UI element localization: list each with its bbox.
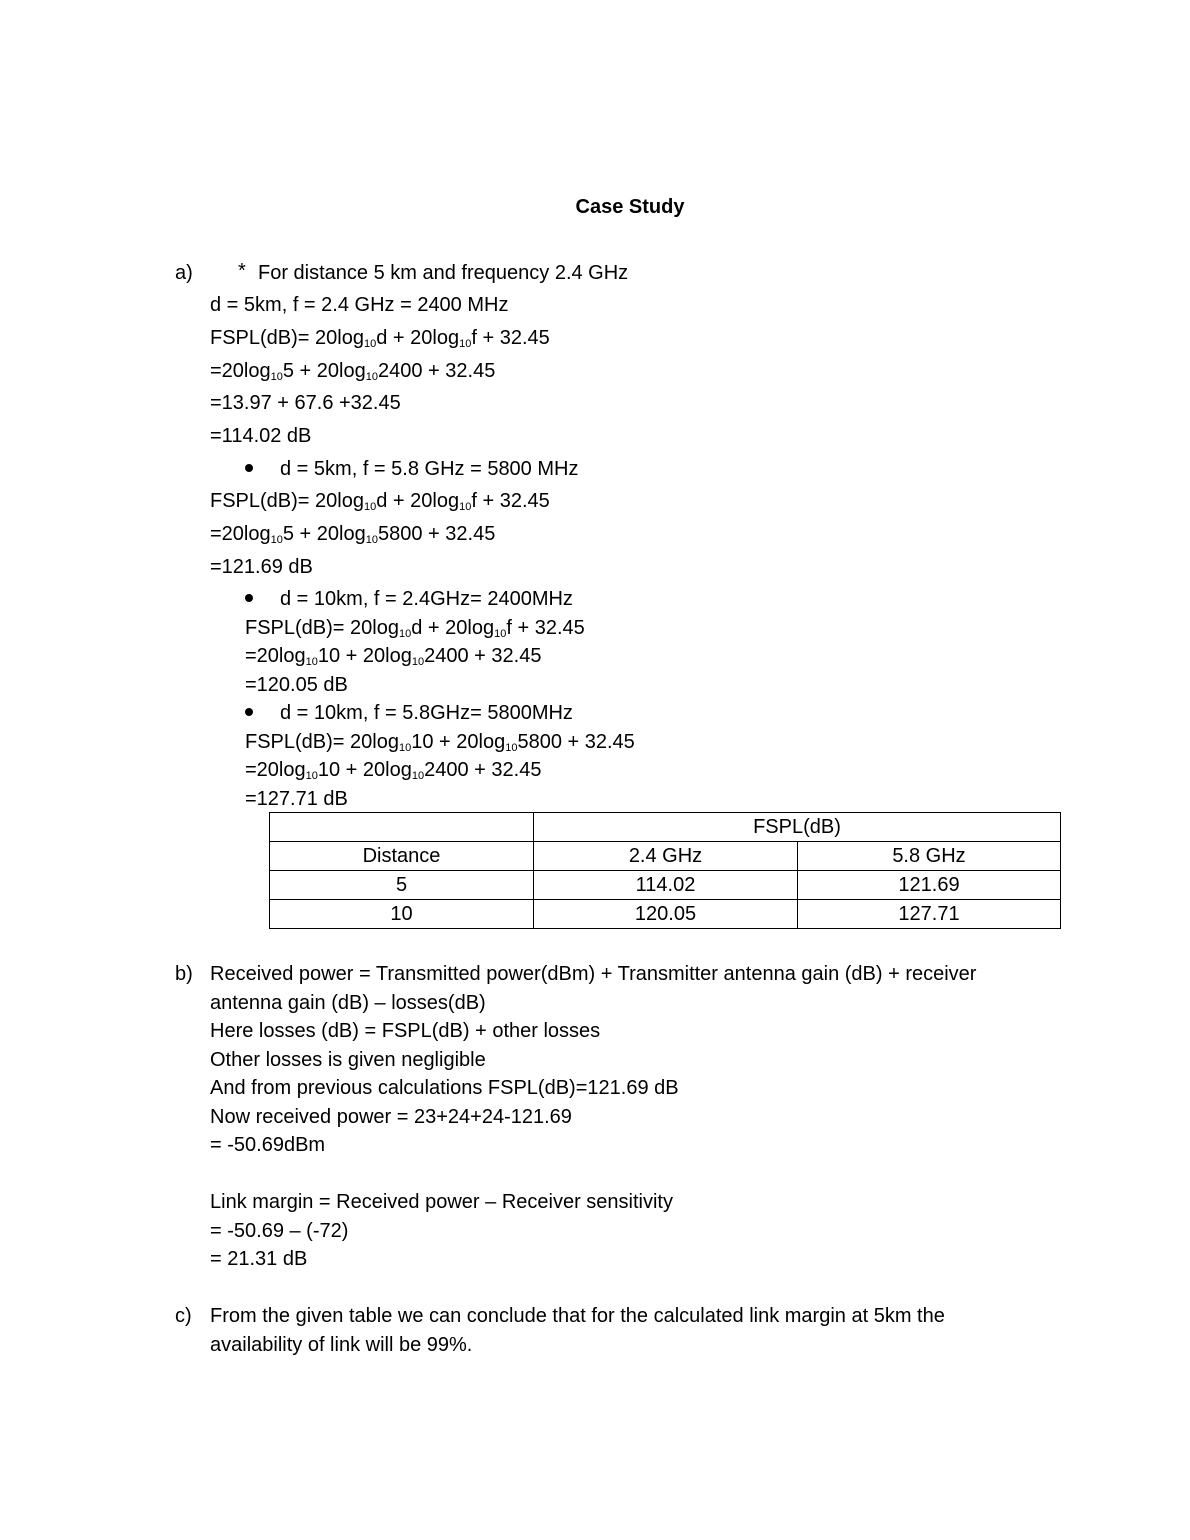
part-b-line: = 21.31 dB bbox=[210, 1248, 308, 1270]
table-cell: 10 bbox=[270, 900, 534, 929]
part-b-line: = -50.69 – (-72) bbox=[210, 1220, 349, 1242]
bullet-icon bbox=[245, 464, 253, 472]
part-a-label: a) bbox=[175, 262, 193, 284]
case2-formula: FSPL(dB)= $20\log_{10}d + 20\log_{10}f + 32.45$ bbox=[210, 490, 550, 513]
part-b-line: Other losses is given negligible bbox=[210, 1049, 486, 1071]
fspl-table bbox=[269, 812, 1061, 929]
table-row bbox=[270, 842, 1061, 871]
page-title: Case Study bbox=[575, 196, 685, 218]
case3-given: d = 10km, f = 2.4GHz= 2400MHz bbox=[280, 588, 573, 610]
case4-result: =127.71 dB bbox=[245, 788, 348, 810]
table-cell: 121.69 bbox=[798, 871, 1061, 900]
part-c-line: availability of link will be 99%. bbox=[210, 1334, 473, 1356]
case3-result: =120.05 dB bbox=[245, 674, 348, 696]
table-row bbox=[270, 871, 1061, 900]
table-row bbox=[270, 900, 1061, 929]
case1-formula: FSPL(dB)= $20\log_{10}d + 20\log_{10}f + 32.45$ bbox=[210, 327, 550, 350]
table-cell bbox=[270, 813, 534, 842]
case1-substitution: $=20\log_{10}5 + 20\log_{10}2400 + 32.45$ bbox=[210, 360, 496, 383]
bullet-icon bbox=[245, 594, 253, 602]
bullet-icon bbox=[245, 708, 253, 716]
table-header-cell: Distance bbox=[270, 842, 534, 871]
part-b-line: Link margin = Received power – Receiver sensitivity bbox=[210, 1191, 673, 1213]
part-a-intro: For distance 5 km and frequency 2.4 GHz bbox=[258, 262, 629, 284]
star-bullet: * bbox=[238, 260, 246, 282]
case2-result: =121.69 dB bbox=[210, 556, 313, 578]
case1-given: d = 5km, f = 2.4 GHz = 2400 MHz bbox=[210, 294, 509, 316]
part-b-line: Now received power = 23+24+24-121.69 bbox=[210, 1106, 572, 1128]
part-b-line: Received power = Transmitted power(dBm) + Transmitter antenna gain (dB) + receiver bbox=[210, 963, 977, 985]
part-c-line: From the given table we can conclude that for the calculated link margin at 5km the bbox=[210, 1305, 945, 1327]
table-header-cell: 5.8 GHz bbox=[798, 842, 1061, 871]
case3-formula: FSPL(dB)= $20\log_{10}d + 20\log_{10}f + 32.45$ bbox=[245, 617, 585, 640]
part-c-label: c) bbox=[175, 1305, 192, 1327]
table-cell: 114.02 bbox=[534, 871, 798, 900]
case4-given: d = 10km, f = 5.8GHz= 5800MHz bbox=[280, 702, 573, 724]
part-b-line: Here losses (dB) = FSPL(dB) + other losses bbox=[210, 1020, 601, 1042]
table-group-header: FSPL(dB) bbox=[534, 813, 1061, 842]
case1-step: =13.97 + 67.6 +32.45 bbox=[210, 392, 401, 414]
case4-substitution: $=20\log_{10}10 + 20\log_{10}2400 + 32.45$ bbox=[245, 759, 542, 782]
table-cell: 5 bbox=[270, 871, 534, 900]
table-header-cell: 2.4 GHz bbox=[534, 842, 798, 871]
case2-given: d = 5km, f = 5.8 GHz = 5800 MHz bbox=[280, 458, 579, 480]
case1-result: =114.02 dB bbox=[210, 425, 312, 447]
case4-formula: FSPL(dB)= $20\log_{10}10 + 20\log_{10}5800 + 32.45$ bbox=[245, 731, 635, 754]
case3-substitution: $=20\log_{10}10 + 20\log_{10}2400 + 32.45$ bbox=[245, 645, 542, 668]
case2-substitution: $=20\log_{10}5 + 20\log_{10}5800 + 32.45$ bbox=[210, 523, 496, 546]
table-cell: 120.05 bbox=[534, 900, 798, 929]
table-cell: 127.71 bbox=[798, 900, 1061, 929]
part-b-label: b) bbox=[175, 963, 193, 985]
part-b-line: And from previous calculations FSPL(dB)=121.69 dB bbox=[210, 1077, 679, 1099]
table-row bbox=[270, 813, 1061, 842]
part-b-line: = -50.69dBm bbox=[210, 1134, 326, 1156]
part-b-line: antenna gain (dB) – losses(dB) bbox=[210, 992, 486, 1014]
